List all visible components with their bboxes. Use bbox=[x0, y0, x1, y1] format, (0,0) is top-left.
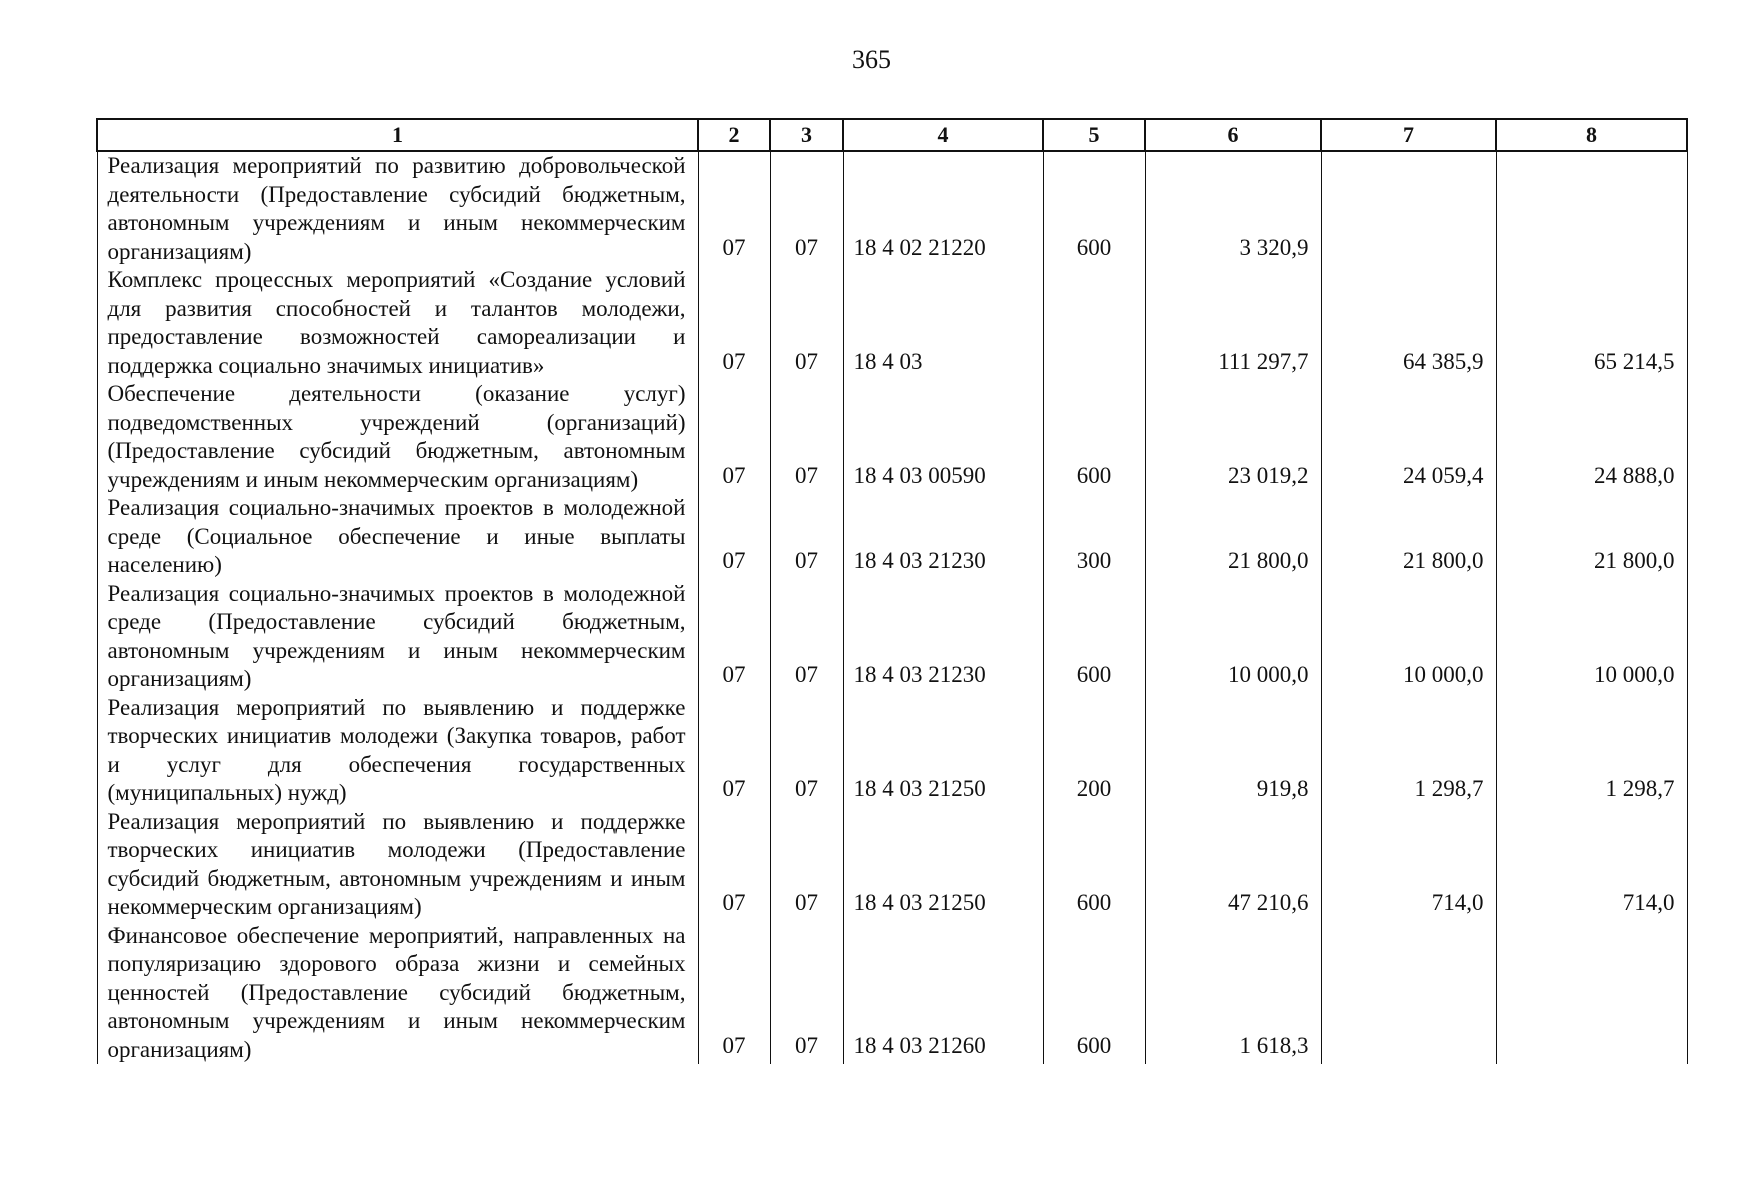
header-col-7: 7 bbox=[1321, 119, 1496, 151]
table-row bbox=[97, 808, 1687, 922]
row-vr: 600 bbox=[1043, 808, 1145, 922]
row-subsection: 07 bbox=[770, 380, 843, 494]
row-csr: 18 4 03 21250 bbox=[843, 808, 1043, 922]
row-name: Реализация социально-значимых проектов в молодежной среде (Предоставление субсидий бюджетным, автономным учреждениям и иным некоммерческим организациям) bbox=[97, 580, 698, 694]
row-vr: 600 bbox=[1043, 380, 1145, 494]
header-col-5: 5 bbox=[1043, 119, 1145, 151]
row-csr: 18 4 03 bbox=[843, 266, 1043, 380]
row-amount-2: 714,0 bbox=[1321, 808, 1496, 922]
row-name: Комплекс процессных мероприятий «Создание условий для развития способностей и талантов молодежи, предоставление возможностей самореализации и поддержка социально значимых инициатив» bbox=[97, 266, 698, 380]
table-row bbox=[97, 266, 1687, 380]
row-section: 07 bbox=[698, 922, 770, 1065]
row-amount-2 bbox=[1321, 922, 1496, 1065]
row-amount-1: 3 320,9 bbox=[1145, 151, 1321, 266]
header-col-8: 8 bbox=[1496, 119, 1687, 151]
header-col-4: 4 bbox=[843, 119, 1043, 151]
row-subsection: 07 bbox=[770, 808, 843, 922]
row-vr: 200 bbox=[1043, 694, 1145, 808]
row-amount-3 bbox=[1496, 151, 1687, 266]
header-row bbox=[97, 119, 1687, 151]
row-amount-1: 919,8 bbox=[1145, 694, 1321, 808]
row-vr: 600 bbox=[1043, 151, 1145, 266]
row-amount-1: 1 618,3 bbox=[1145, 922, 1321, 1065]
row-amount-3: 65 214,5 bbox=[1496, 266, 1687, 380]
row-name: Реализация мероприятий по выявлению и поддержке творческих инициатив молодежи (Закупка товаров, работ и услуг для обеспечения государственных (муниципальных) нужд) bbox=[97, 694, 698, 808]
row-vr: 600 bbox=[1043, 580, 1145, 694]
row-amount-3: 714,0 bbox=[1496, 808, 1687, 922]
row-csr: 18 4 03 21230 bbox=[843, 580, 1043, 694]
row-amount-1: 47 210,6 bbox=[1145, 808, 1321, 922]
row-section: 07 bbox=[698, 580, 770, 694]
row-amount-1: 21 800,0 bbox=[1145, 494, 1321, 580]
row-amount-3: 24 888,0 bbox=[1496, 380, 1687, 494]
row-amount-2: 10 000,0 bbox=[1321, 580, 1496, 694]
header-col-2: 2 bbox=[698, 119, 770, 151]
row-section: 07 bbox=[698, 380, 770, 494]
table-row bbox=[97, 494, 1687, 580]
row-subsection: 07 bbox=[770, 266, 843, 380]
row-csr: 18 4 03 21230 bbox=[843, 494, 1043, 580]
row-section: 07 bbox=[698, 151, 770, 266]
row-amount-2: 21 800,0 bbox=[1321, 494, 1496, 580]
row-amount-2: 1 298,7 bbox=[1321, 694, 1496, 808]
row-amount-3: 21 800,0 bbox=[1496, 494, 1687, 580]
row-section: 07 bbox=[698, 494, 770, 580]
row-amount-2: 64 385,9 bbox=[1321, 266, 1496, 380]
table-row bbox=[97, 922, 1687, 1065]
row-section: 07 bbox=[698, 694, 770, 808]
page-number: 365 bbox=[852, 45, 891, 74]
row-name: Реализация мероприятий по развитию добровольческой деятельности (Предоставление субсидий бюджетным, автономным учреждениям и иным некоммерческим организациям) bbox=[97, 151, 698, 266]
row-subsection: 07 bbox=[770, 922, 843, 1065]
row-vr bbox=[1043, 266, 1145, 380]
row-csr: 18 4 03 21260 bbox=[843, 922, 1043, 1065]
header-col-1: 1 bbox=[97, 119, 698, 151]
row-amount-3 bbox=[1496, 922, 1687, 1065]
header-col-6: 6 bbox=[1145, 119, 1321, 151]
row-subsection: 07 bbox=[770, 151, 843, 266]
header-col-3: 3 bbox=[770, 119, 843, 151]
row-amount-2: 24 059,4 bbox=[1321, 380, 1496, 494]
row-name: Обеспечение деятельности (оказание услуг) подведомственных учреждений (организаций) (Предоставление субсидий бюджетным, автономным учреждениям и иным некоммерческим организациям) bbox=[97, 380, 698, 494]
row-subsection: 07 bbox=[770, 694, 843, 808]
table-row bbox=[97, 151, 1687, 266]
row-amount-1: 111 297,7 bbox=[1145, 266, 1321, 380]
table-row bbox=[97, 580, 1687, 694]
row-amount-3: 10 000,0 bbox=[1496, 580, 1687, 694]
row-csr: 18 4 03 00590 bbox=[843, 380, 1043, 494]
table-row bbox=[97, 380, 1687, 494]
row-amount-2 bbox=[1321, 151, 1496, 266]
row-subsection: 07 bbox=[770, 494, 843, 580]
row-amount-1: 10 000,0 bbox=[1145, 580, 1321, 694]
row-section: 07 bbox=[698, 808, 770, 922]
table-row bbox=[97, 694, 1687, 808]
row-subsection: 07 bbox=[770, 580, 843, 694]
row-name: Реализация социально-значимых проектов в молодежной среде (Социальное обеспечение и иные выплаты населению) bbox=[97, 494, 698, 580]
row-name: Финансовое обеспечение мероприятий, направленных на популяризацию здорового образа жизни и семейных ценностей (Предоставление субсидий бюджетным, автономным учреждениям и иным некоммерческим организациям) bbox=[97, 922, 698, 1065]
row-vr: 300 bbox=[1043, 494, 1145, 580]
row-vr: 600 bbox=[1043, 922, 1145, 1065]
row-name: Реализация мероприятий по выявлению и поддержке творческих инициатив молодежи (Предоставление субсидий бюджетным, автономным учреждениям и иным некоммерческим организациям) bbox=[97, 808, 698, 922]
row-amount-1: 23 019,2 bbox=[1145, 380, 1321, 494]
budget-table bbox=[96, 118, 1688, 1064]
row-section: 07 bbox=[698, 266, 770, 380]
row-csr: 18 4 03 21250 bbox=[843, 694, 1043, 808]
row-csr: 18 4 02 21220 bbox=[843, 151, 1043, 266]
row-amount-3: 1 298,7 bbox=[1496, 694, 1687, 808]
